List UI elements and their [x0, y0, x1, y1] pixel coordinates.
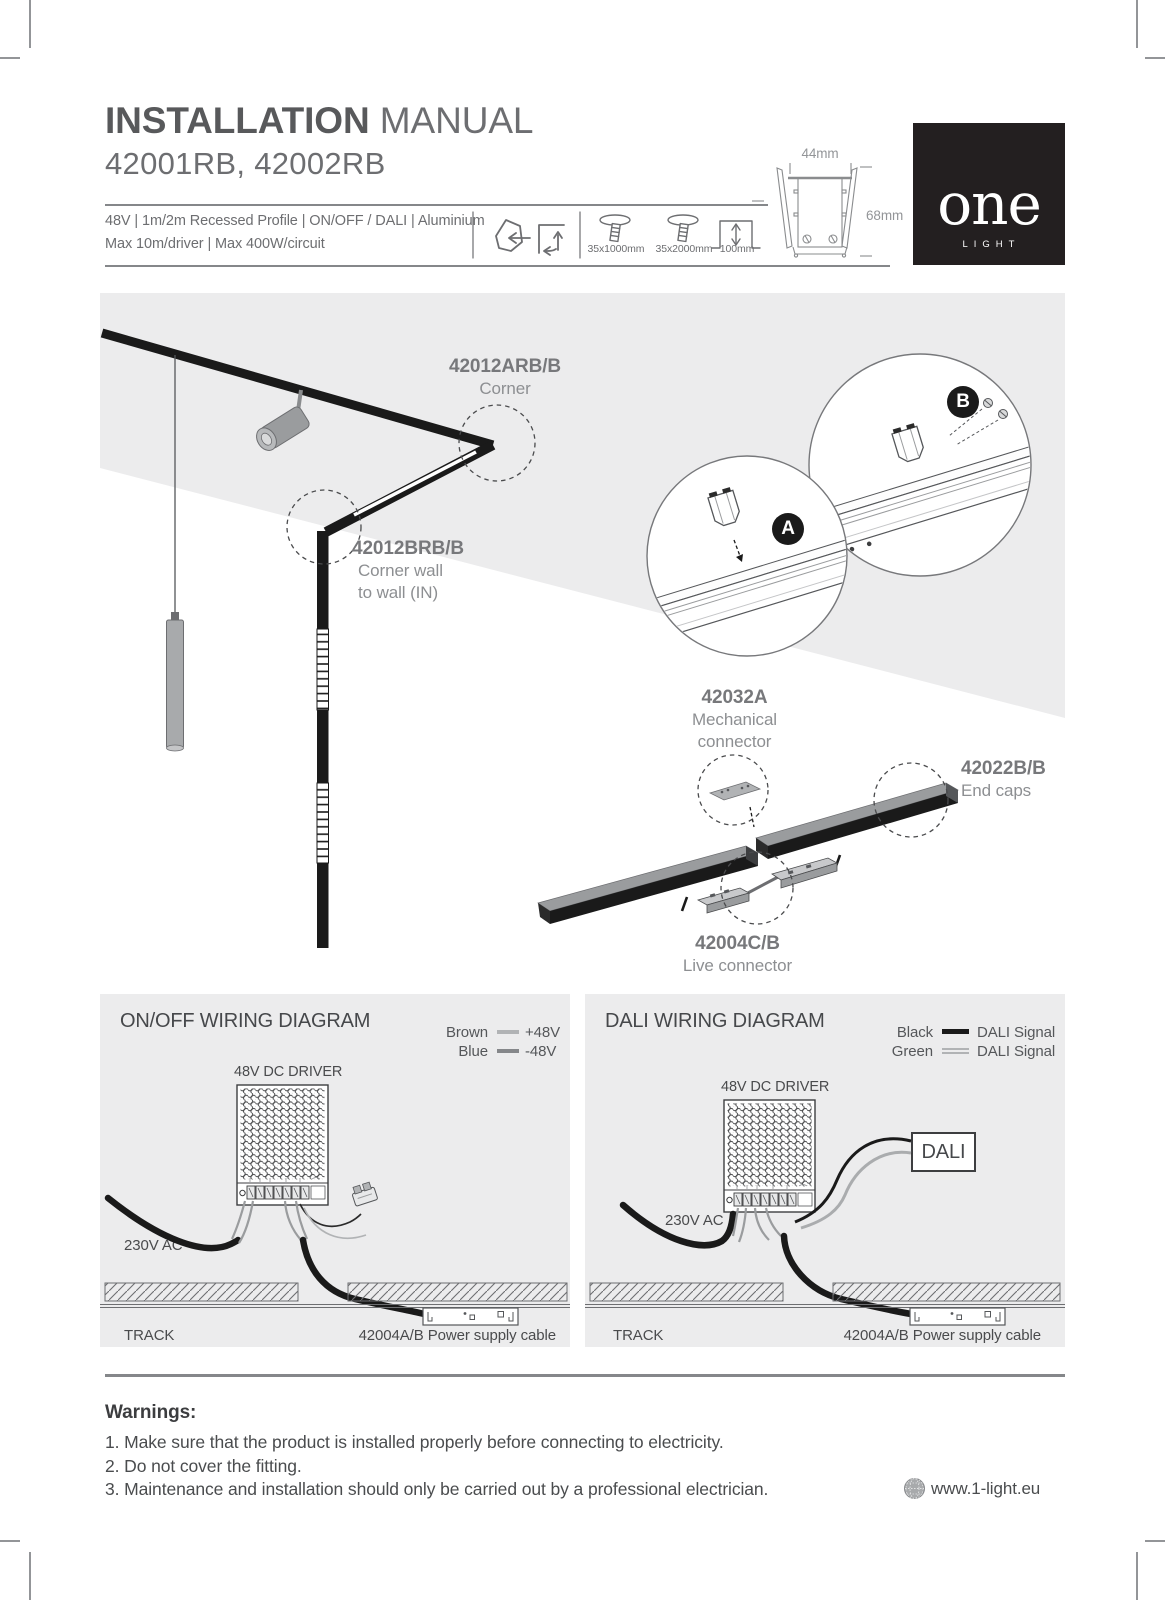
- spec-line-2: Max 10m/driver | Max 400W/circuit: [105, 236, 325, 252]
- onoff-mains-label: 230V AC: [124, 1237, 183, 1254]
- warning-item-1: 1. Make sure that the product is installed properly before connecting to electricity.: [105, 1432, 724, 1452]
- brand-logo-text: one: [937, 170, 1041, 238]
- crop-mark: [29, 1552, 31, 1600]
- dc-driver: [724, 1100, 815, 1212]
- ceiling-section: [100, 1283, 570, 1308]
- power-feed-connector: [423, 1308, 518, 1325]
- crop-mark: [1145, 1540, 1165, 1542]
- dim-width-label: 44mm: [801, 146, 839, 161]
- wall-track-louver: [317, 629, 329, 710]
- label-corner-wall: 42012BRB/B Corner wall to wall (IN): [352, 538, 464, 602]
- onoff-cable-label: 42004A/B Power supply cable: [358, 1327, 556, 1344]
- onoff-wiring-panel: [100, 994, 570, 1347]
- dali-track-label: TRACK: [613, 1327, 664, 1344]
- onoff-title: ON/OFF WIRING DIAGRAM: [120, 1010, 371, 1032]
- dali-schematic: [585, 994, 1065, 1347]
- step-badge-a: A: [772, 513, 804, 545]
- dc-driver: [237, 1085, 328, 1205]
- wire-connector: [350, 1181, 378, 1206]
- onoff-legend2-name: Blue: [458, 1043, 488, 1060]
- crop-mark: [1136, 1552, 1138, 1600]
- crop-mark: [0, 57, 20, 59]
- crop-mark: [0, 1540, 20, 1542]
- label-mechanical: 42032A Mechanical connector: [692, 687, 777, 751]
- indoor-use-icon: [496, 220, 530, 251]
- cutout-2m-icon: [668, 215, 698, 241]
- warnings-heading: Warnings:: [105, 1402, 197, 1423]
- globe-icon: [903, 1477, 926, 1500]
- recess-depth-icon: [539, 225, 564, 255]
- dim-height-label: 68mm: [866, 208, 904, 223]
- pendant-body: [167, 620, 184, 748]
- step-badge-b: B: [947, 386, 979, 418]
- dali-driver-label: 48V DC DRIVER: [721, 1079, 830, 1095]
- caption-35x2000: 35x2000mm: [655, 243, 713, 255]
- dali-wiring-panel: [585, 994, 1065, 1347]
- pendant-canopy: [171, 612, 179, 620]
- crop-mark: [1136, 0, 1138, 48]
- page-title: [105, 100, 533, 142]
- track-bar-right: [756, 783, 958, 859]
- caption-35x1000: 35x1000mm: [587, 243, 645, 255]
- label-corner: 42012ARB/B Corner: [449, 356, 561, 398]
- dali-controller-box: DALI: [911, 1132, 976, 1172]
- pendant-lens: [167, 745, 184, 751]
- title-light: MANUAL: [369, 100, 534, 141]
- wall-track-louver: [317, 783, 329, 863]
- crop-mark: [1145, 57, 1165, 59]
- dali-legend1-name: Black: [896, 1024, 933, 1041]
- crop-mark: [29, 0, 31, 48]
- dali-mains-label: 230V AC: [665, 1212, 724, 1229]
- spec-line-1: 48V | 1m/2m Recessed Profile | ON/OFF / DALI | Aluminium: [105, 213, 485, 229]
- brand-logo-sub: LIGHT: [962, 239, 1021, 250]
- dali-title: DALI WIRING DIAGRAM: [605, 1010, 825, 1032]
- website-link[interactable]: www.1-light.eu: [931, 1479, 1041, 1498]
- model-numbers: 42001RB, 42002RB: [105, 146, 386, 181]
- dali-legend2-value: DALI Signal: [977, 1043, 1056, 1060]
- dali-signal-green: [801, 1152, 911, 1228]
- title-bold: INSTALLATION: [105, 100, 370, 141]
- divider: [105, 265, 890, 267]
- cutout-1m-icon: [600, 215, 630, 241]
- warning-item-3: 3. Maintenance and installation should only be carried out by a professional electrician.: [105, 1479, 769, 1499]
- wall-track: [317, 531, 329, 948]
- mechanical-connector: [710, 782, 760, 827]
- onoff-track-label: TRACK: [124, 1327, 175, 1344]
- mains-cable: [108, 1198, 238, 1248]
- warning-item-2: 2. Do not cover the fitting.: [105, 1456, 302, 1476]
- brand-logo: [913, 123, 1065, 265]
- power-feed-connector: [910, 1308, 1005, 1325]
- spare-wire-black: [300, 1204, 361, 1226]
- onoff-driver-label: 48V DC DRIVER: [234, 1064, 343, 1080]
- onoff-schematic: [100, 994, 570, 1347]
- onoff-legend2-value: -48V: [525, 1043, 557, 1060]
- label-live-connector: 42004C/B Live connector: [682, 933, 793, 975]
- label-end-caps: 42022B/B End caps: [961, 758, 1046, 800]
- track-bar-left: [538, 846, 758, 924]
- caption-100mm: 100mm: [719, 243, 755, 255]
- mains-cable: [623, 1205, 733, 1245]
- dali-legend2-name: Green: [891, 1043, 933, 1060]
- supply-cable: [784, 1236, 911, 1314]
- dali-cable-label: 42004A/B Power supply cable: [843, 1327, 1041, 1344]
- onoff-legend1-name: Brown: [445, 1024, 488, 1041]
- divider: [105, 1374, 1065, 1377]
- onoff-legend1-value: +48V: [525, 1024, 561, 1041]
- dali-legend1-value: DALI Signal: [977, 1024, 1056, 1041]
- spare-wire-gray: [304, 1208, 366, 1238]
- supply-cable: [303, 1240, 424, 1314]
